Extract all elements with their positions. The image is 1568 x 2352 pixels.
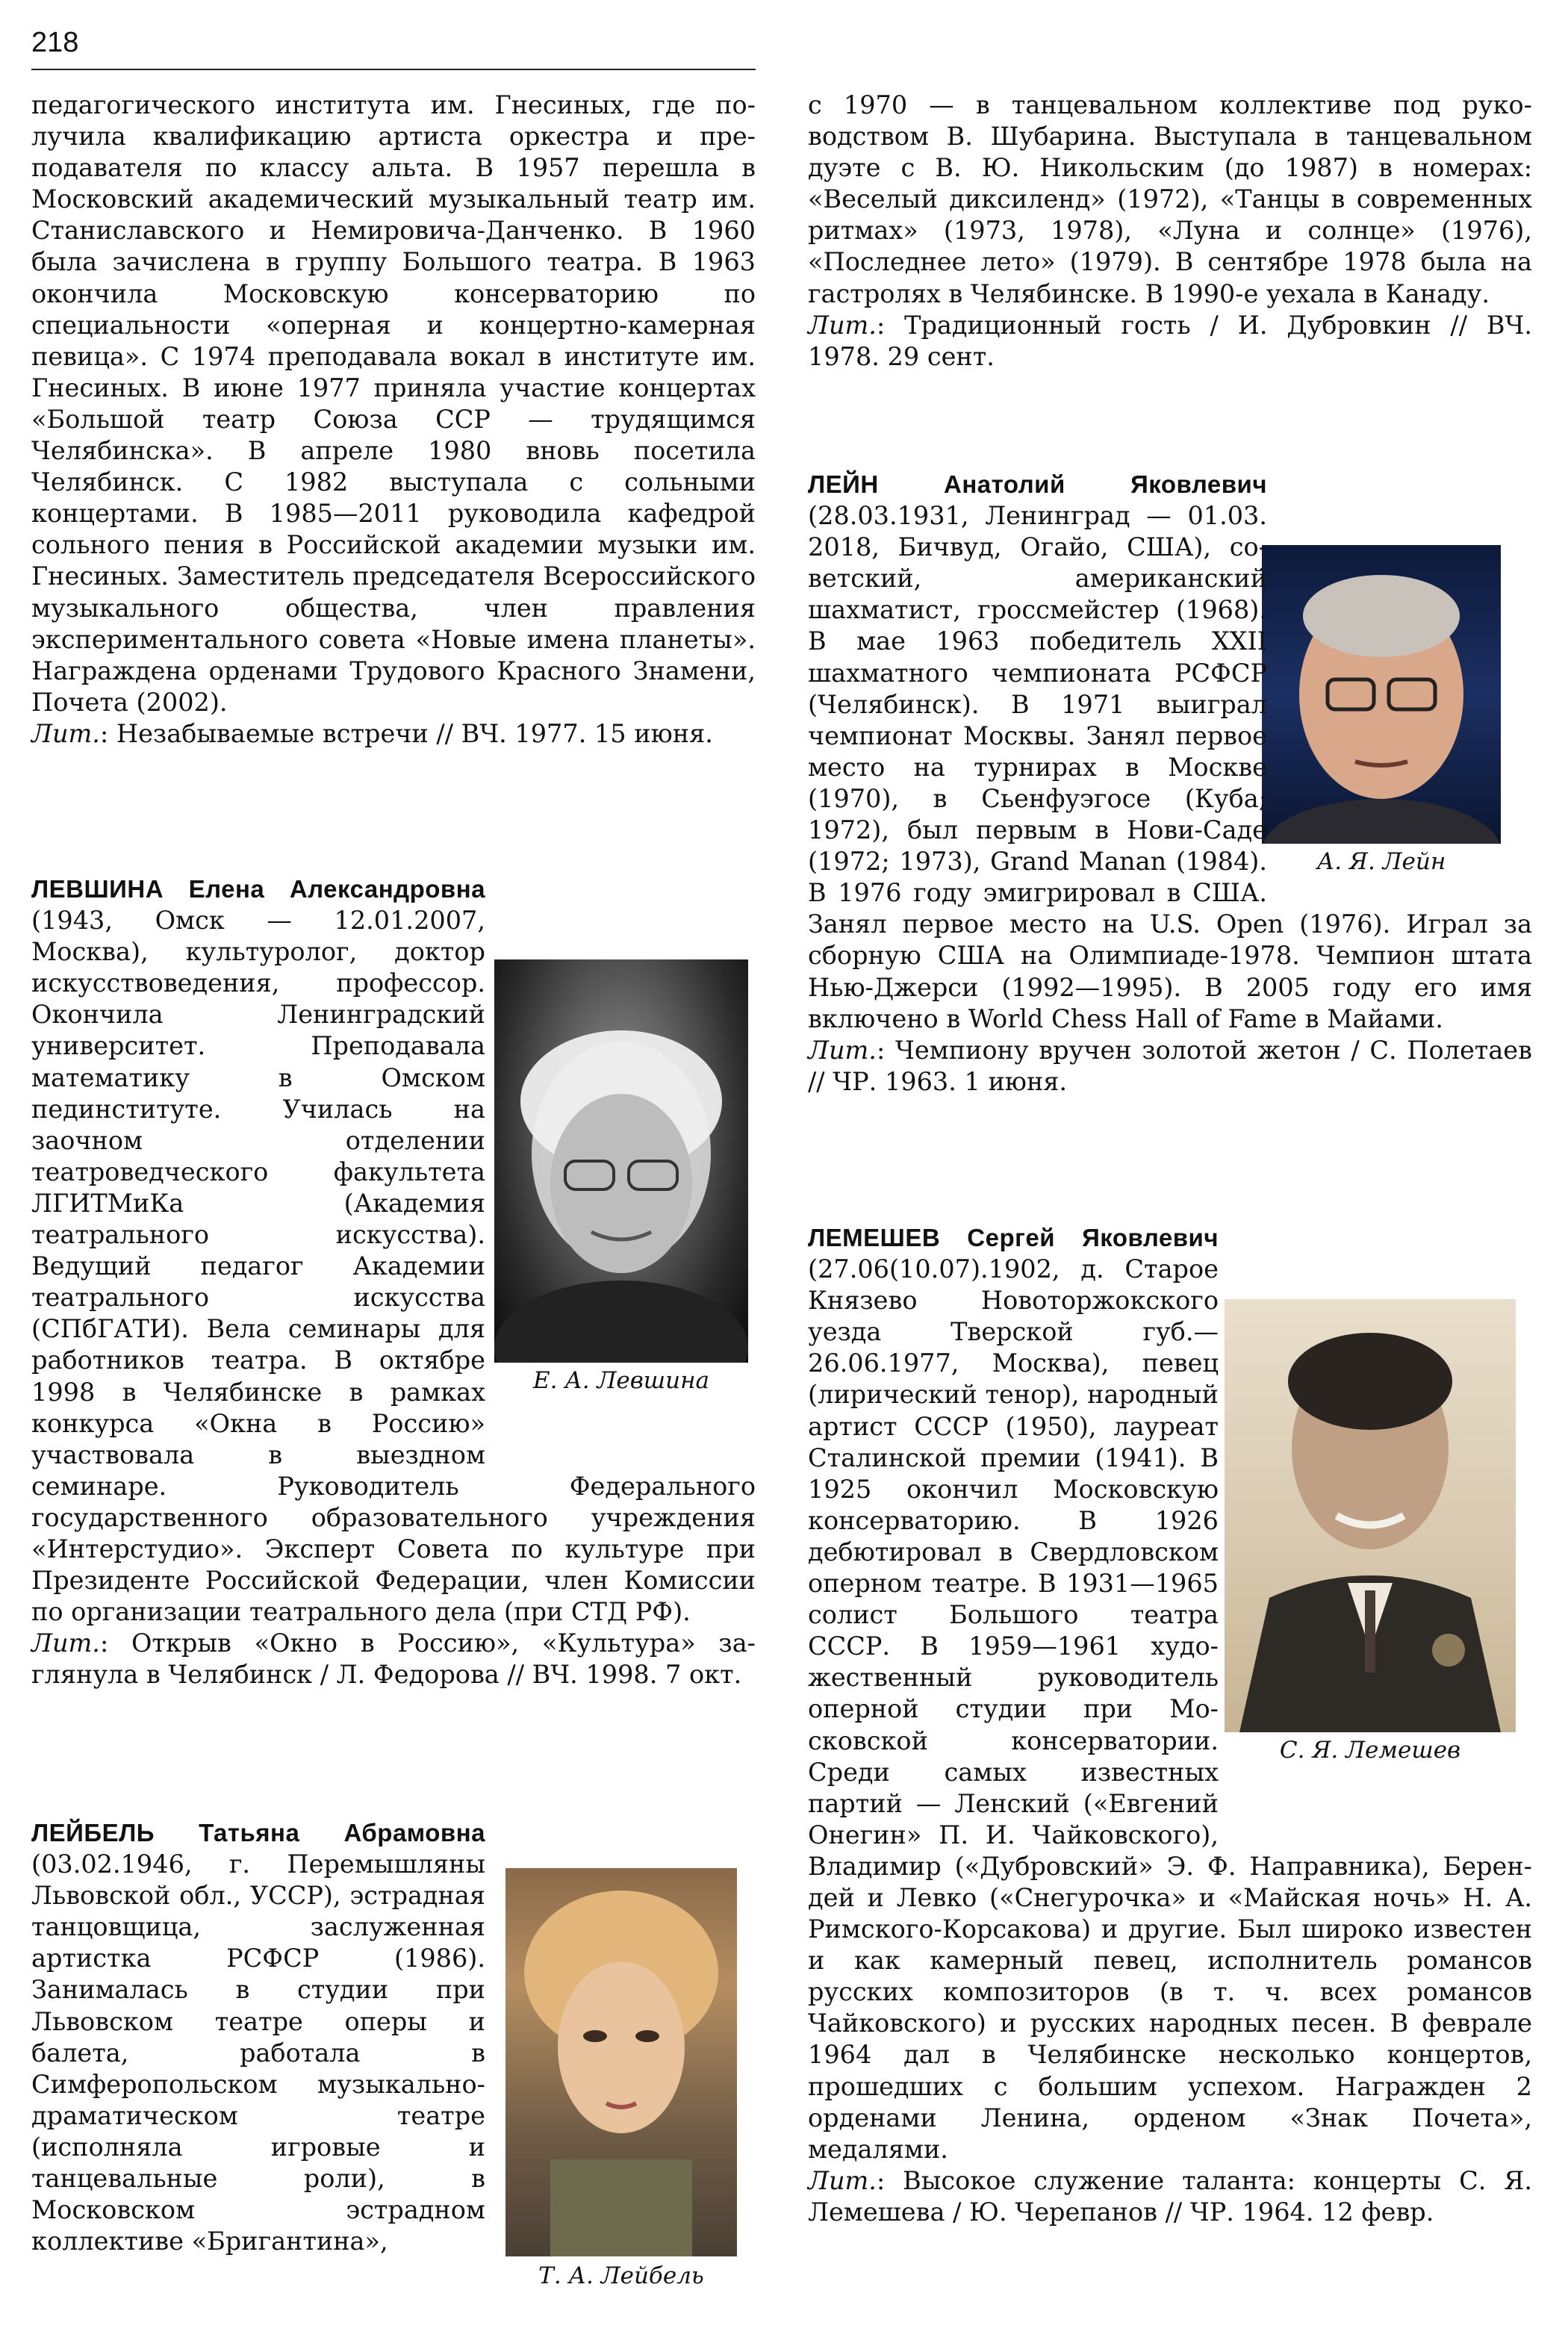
lit-text: : Открыв «Окно в Россию», «Культура» заглянула в Челябинск / Л. Федорова // ВЧ. 1998. 7 окт. xyxy=(31,1628,756,1690)
entry-name: ЛЕМЕШЕВ Сергей Яковлевич xyxy=(808,1224,1219,1251)
caption-leibel: Т. А. Лейбель xyxy=(538,2262,704,2289)
right-column xyxy=(808,90,1532,373)
entry-literature xyxy=(808,2166,1532,2227)
lit-text: : Традиционный гость / И. Дубровкин // ВЧ. 1978. 29 сент. xyxy=(808,310,1532,371)
lit-label: Лит. xyxy=(31,718,100,748)
entry-literature xyxy=(808,1036,1532,1096)
lemeshev-flow xyxy=(808,1222,1532,2228)
levshina-flow xyxy=(31,874,756,1690)
page-number: 218 xyxy=(31,27,79,58)
entry-literature xyxy=(31,718,756,750)
caption-lemeshev: С. Я. Лемешев xyxy=(1279,1737,1461,1764)
spacer xyxy=(485,874,756,1443)
lit-label: Лит. xyxy=(808,310,877,340)
entry-text: (28.03.1931, Ленинград — 01.03. 2018, Бичвуд, Огайо, США), советский, американский шахматист, гроссмейстер (1968). В мае 1963 победитель XXII шахматного чемпионата РСФСР (Челябинск). В 1971 выиграл чемпионат Москвы. Занял первое место на турнирах в Москве (1970), в Сьенфуэгосе (Куба; 1972), был первым в Нови-Саде (1972; 1973), Grand Manan (1984). В 1976 году эмигрировал в США. Занял первое место на U.S. Open (1976). Играл за сборную США на Олимпиаде-1978. Чемпион штата Нью-Джерси (1992—1995). В 2005 году его имя включено в World Chess Hall of Fame в Майами. xyxy=(808,501,1532,1033)
lit-label: Лит. xyxy=(31,1628,100,1658)
entry-name: ЛЕВШИНА Елена Александровна xyxy=(31,875,485,903)
entry-text: педагогического института им. Гнесиных, где получила квалификацию артиста оркестра и преподавателя по классу альта. В 1957 перешла в Московский академический музыкальный театр им. Станиславского и Немировича-Данченко. В 1960 была зачислена в группу Большого театра. В 1963 окончила Московскую консерваторию по специальности «оперная и концертно-камерная певица». С 1974 преподавала вокал в институте им. Гнесиных. В июне 1977 приняла участие концертах «Большой театр Союза ССР — трудящимся Челябинска». В апреле 1980 вновь посетила Челябинск. С 1982 выступала с сольными концертами. В 1985—2011 руководила кафедрой сольного пения в Российской академии музыки им. Гнесиных. Заместитель председателя Всероссийского музыкального общества, член правления экспериментального совета «Новые имена планеты». Награждена орденами Трудового Красного Знамени, Почета (2002). xyxy=(31,90,756,717)
lein-flow xyxy=(808,469,1532,1098)
entry-text: с 1970 — в танцевальном коллективе под руководством В. Шубарина. Выступала в танцевальном дуэте с В. Ю. Никольским (до 1987) в номерах: «Веселый диксиленд» (1972), «Танцы в современных ритмах» (1973, 1978), «Луна и солнце» (1976), «Последнее лето» (1979). В сентябре 1978 была на гастролях в Челябинске. В 1990-е уехала в Канаду. xyxy=(808,90,1532,308)
caption-levshina: Е. А. Левшина xyxy=(532,1367,709,1394)
entry-continuation-left xyxy=(31,90,756,750)
spacer xyxy=(1267,541,1532,884)
lit-text: : Высокое служение таланта: концерты С. Я. Лемешева / Ю. Черепанов // ЧР. 1964. 12 февр. xyxy=(808,2165,1532,2227)
entry-literature xyxy=(31,1628,756,1689)
entry-text: (03.02.1946, г. Перемышляны Львовской обл., УССР), эстрадная танцовщица, заслуженная артистка РСФСР (1986). Занималась в студии при Львовском театре оперы и балета, работала в Симферопольском музыкально-драматическом театре (исполняла игровые и танцевальные роли), в Московском эстрадном коллективе «Бригантина», xyxy=(31,1849,485,2256)
lit-text: : Чемпиону вручен золотой жетон / С. Полетаев // ЧР. 1963. 1 июня. xyxy=(808,1035,1532,1096)
spacer xyxy=(1219,1294,1532,1832)
caption-lein: А. Я. Лейн xyxy=(1316,848,1446,875)
lit-label: Лит. xyxy=(808,1035,877,1065)
header-rule xyxy=(31,69,756,70)
spacer xyxy=(485,1817,756,2295)
entry-text: (1943, Омск — 12.01.2007, Москва), культуролог, доктор искусствоведения, профессор. Окончила Ленинградский университет. Преподавала математику в Омском пединституте. Училась на заочном отделении театроведческого факультета ЛГИТМиКа (Академия театрального искусства). Ведущий педагог Академии театрального искусства (СПбГАТИ). Вела семинары для работников театра. В октябре 1998 в Челябинске в рамках конкурса «Окна в Россию» участвовала в выездном семинаре. Руководитель Федерального государственного образовательного учреждения «Интерстудио». Эксперт Совета по культуре при Президенте Российской Федерации, член Комиссии по организации театрального дела (при СТД РФ). xyxy=(31,906,756,1627)
left-column xyxy=(31,90,756,750)
entry-name: ЛЕЙН Анатолий Яковлевич xyxy=(808,470,1267,498)
entry-continuation-right xyxy=(808,90,1532,373)
entry-text: (27.06(10.07).1902, д. Старое Князево Новоторжокского уезда Тверской губ.— 26.06.1977, Москва), певец (лирический тенор), народный артист СССР (1950), лауреат Сталинской премии (1941). В 1925 окончил Московскую консерваторию. В 1926 дебютировал в Свердловском оперном театре. В 1931—1965 солист Большого театра СССР. В 1959—1961 художественный руководитель оперной студии при Московской консерватории. Среди самых известных партий — Ленский («Евгений Онегин» П. И. Чайковского), Владимир («Дубровский» Э. Ф. Направника), Берендей и Левко («Снегурочка» и «Майская ночь» Н. А. Римского-Корсакова) и другие. Был широко известен и как камерный певец, исполнитель романсов русских композиторов (в т. ч. всех романсов Чайковского) и русских народных песен. В феврале 1964 дал в Челябинске несколько концертов, прошедших с большим успехом. Награжден 2 орденами Ленина, орденом «Знак Почета», медалями. xyxy=(808,1254,1532,2164)
lit-label: Лит. xyxy=(808,2165,877,2195)
lit-text: : Незабываемые встречи // ВЧ. 1977. 15 июня. xyxy=(99,718,713,748)
leibel-flow xyxy=(31,1817,756,2295)
entry-literature xyxy=(808,310,1532,373)
entry-name: ЛЕЙБЕЛЬ Татьяна Абрамовна xyxy=(31,1819,485,1847)
